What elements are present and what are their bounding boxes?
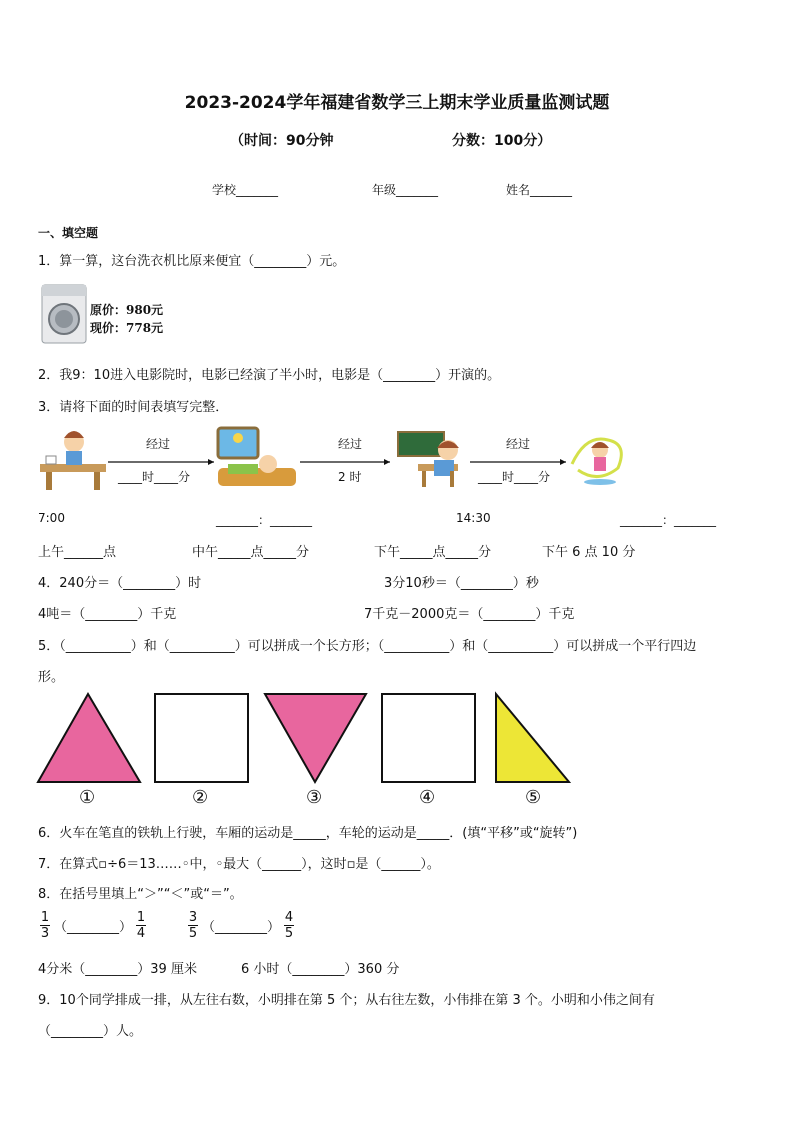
ribbon-dance-scene-icon <box>572 439 621 485</box>
fraction-one-fourth: $\frac{1}{4}$ <box>136 910 146 941</box>
shape-2-square <box>155 694 248 782</box>
exam-score: 分数：100分） <box>452 133 552 149</box>
shape-label-4: ④ <box>419 787 436 808</box>
question-8: 8．在括号里填上“＞”“＜”或“＝”。 <box>38 887 243 902</box>
study-scene-icon <box>398 432 459 487</box>
tv-nap-scene-icon <box>218 428 296 486</box>
elapsed-blank-1: ____时____分 <box>118 470 191 484</box>
shape-label-3: ③ <box>306 787 323 808</box>
grade-field: 年级_______ <box>372 183 439 197</box>
compare-blank-2: （________） <box>202 920 281 935</box>
page-title: 2023-2024学年福建省数学三上期末学业质量监测试题 <box>184 93 610 113</box>
compare-blank-1: （________） <box>54 920 133 935</box>
question-4b: 3分10秒＝（________）秒 <box>384 576 539 591</box>
question-7: 7．在算式▫÷6＝13……◦中，◦最大（______），这时▫是（______）。 <box>38 857 440 872</box>
period-2: 中午_____点_____分 <box>192 545 310 560</box>
question-2: 2．我9：10进入电影院时，电影已经演了半小时，电影是（________）开演的。 <box>38 368 501 383</box>
original-price: 原价：980元 <box>90 303 164 317</box>
washing-machine-icon <box>40 283 88 345</box>
shape-label-1: ① <box>79 787 96 808</box>
question-3: 3．请将下面的时间表填写完整． <box>38 400 229 415</box>
fraction-one-third: $\frac{1}{3}$ <box>40 910 50 941</box>
question-8c: 4分米（________）39 厘米 <box>38 962 197 977</box>
shapes-figure <box>36 690 576 786</box>
question-8d: 6 小时（________）360 分 <box>241 962 400 977</box>
school-field: 学校_______ <box>212 183 279 197</box>
fraction-three-fifths: $\frac{3}{5}$ <box>188 910 198 941</box>
shape-label-2: ② <box>192 787 209 808</box>
fraction-compare-2 <box>188 910 294 941</box>
shape-3-pink-inverted-triangle <box>265 694 366 782</box>
elapsed-label-1: 经过 <box>146 437 171 451</box>
period-1: 上午______点 <box>38 545 117 560</box>
fraction-compare-1 <box>40 910 146 941</box>
shape-1-pink-triangle <box>38 694 140 782</box>
period-4: 下午 6 点 10 分 <box>542 545 636 560</box>
elapsed-label-2: 经过 <box>338 437 363 451</box>
time-1: 7:00 <box>38 511 65 525</box>
fraction-four-fifths: $\frac{4}{5}$ <box>284 910 294 941</box>
time-4-blank: _______：_______ <box>620 513 717 527</box>
shape-label-5: ⑤ <box>525 787 542 808</box>
question-6: 6．火车在笔直的铁轨上行驶，车厢的运动是_____，车轮的运动是_____．(填“平移”或“旋转”) <box>38 826 578 841</box>
time-2-blank: _______：_______ <box>216 513 313 527</box>
elapsed-label-3: 经过 <box>506 437 531 451</box>
elapsed-blank-3: ____时____分 <box>478 470 551 484</box>
period-3: 下午_____点_____分 <box>374 545 492 560</box>
question-5-line1: 5．（__________）和（__________）可以拼成一个长方形；（__________）和（__________）可以拼成一个平行四边 <box>38 639 697 654</box>
shape-5-yellow-right-triangle <box>496 694 569 782</box>
breakfast-scene-icon <box>40 431 106 490</box>
time-3: 14:30 <box>456 511 491 525</box>
shape-4-square <box>382 694 475 782</box>
question-1: 1．算一算，这台洗衣机比原来便宜（________）元。 <box>38 254 346 269</box>
question-4a: 4．240分＝（________）时 <box>38 576 202 591</box>
question-9-line1: 9．10个同学排成一排，从左往右数，小明排在第 5 个；从右往左数，小伟排在第 3 个。小明和小伟之间有 <box>38 993 655 1008</box>
elapsed-value-2: 2 时 <box>338 470 362 484</box>
name-field: 姓名_______ <box>506 183 573 197</box>
exam-time: （时间：90分钟 <box>230 133 334 149</box>
current-price: 现价：778元 <box>90 321 164 335</box>
question-4d: 7千克－2000克＝（________）千克 <box>364 607 575 622</box>
question-5-line2: 形。 <box>38 670 65 685</box>
question-9-line2: （________）人。 <box>38 1024 143 1039</box>
section-heading: 一、填空题 <box>38 226 99 240</box>
question-4c: 4吨＝（________）千克 <box>38 607 177 622</box>
